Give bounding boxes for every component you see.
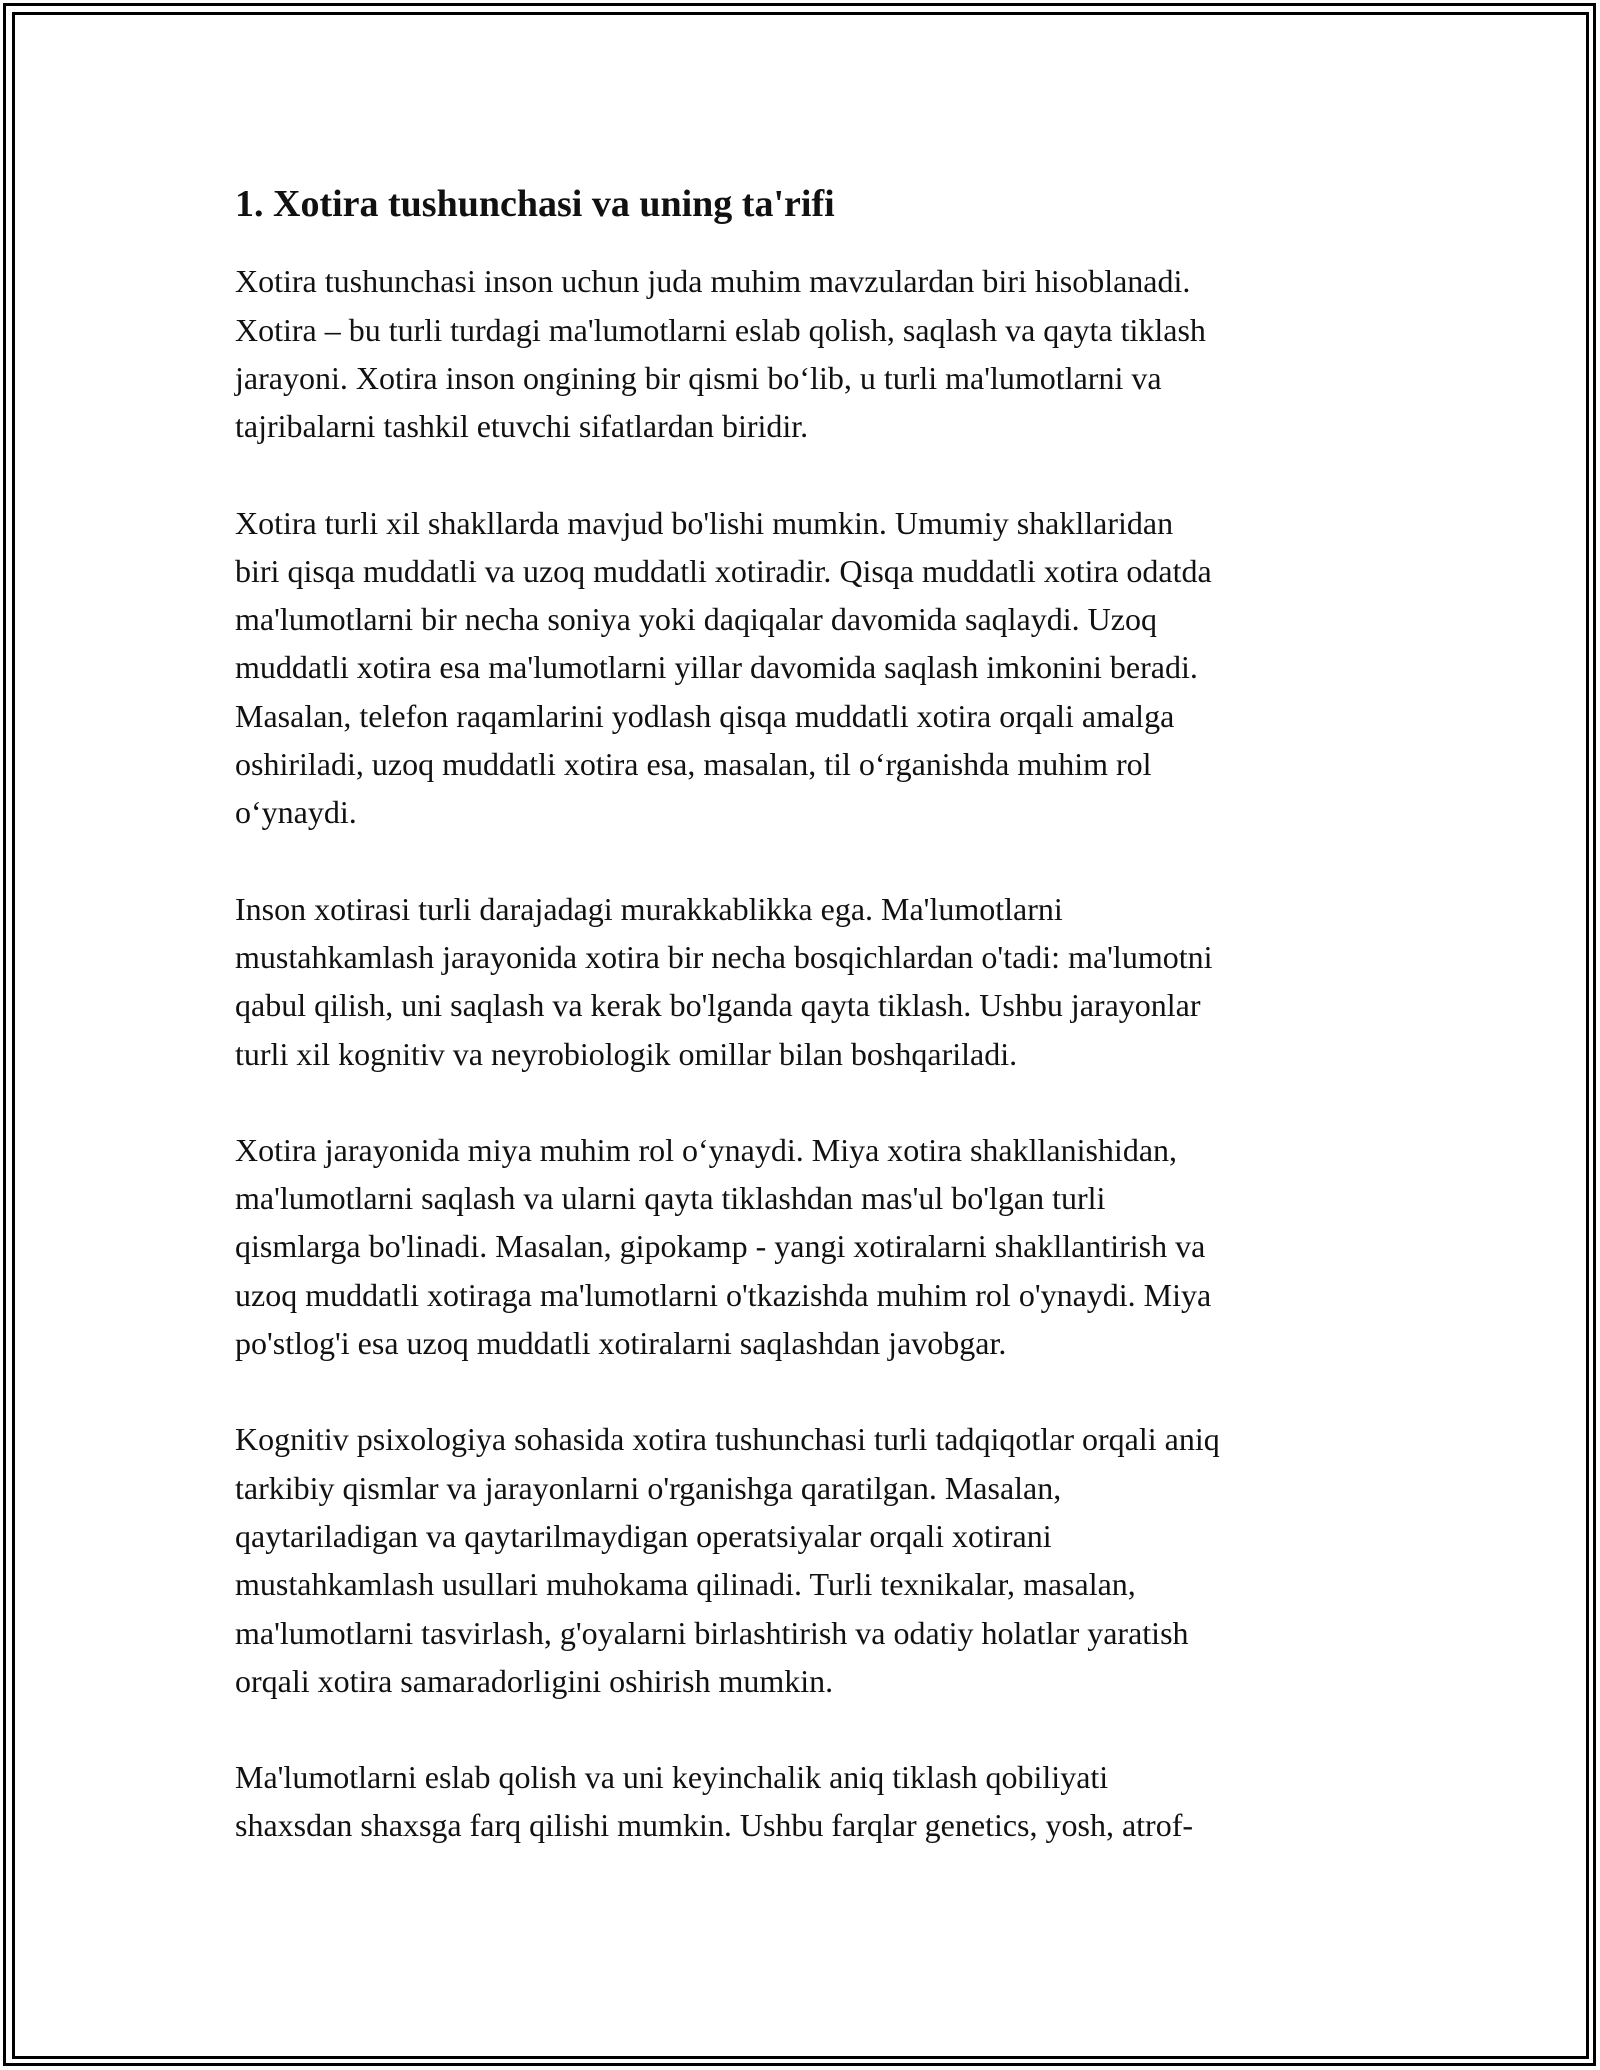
document-body	[235, 180, 1375, 1898]
paragraph-3: Inson xotirasi turli darajadagi murakkablikka ega. Ma'lumotlarni mustahkamlash jarayonida xotira bir necha bosqichlardan o'tadi: ma'lumotni qabul qilish, uni saqlash va kerak bo'lganda qayta tiklash. Ushbu jarayonlar turli xil kognitiv va neyrobiologik omillar bilan boshqariladi.	[235, 890, 1213, 1072]
paragraph-5: Kognitiv psixologiya sohasida xotira tushunchasi turli tadqiqotlar orqali aniq tarkibiy qismlar va jarayonlarni o'rganishga qaratilgan. Masalan, qaytariladigan va qaytarilmaydigan operatsiyalar orqali xotirani mustahkamlash usullari muhokama qilinadi. Turli texnikalar, masalan, ma'lumotlarni tasvirlash, g'oyalarni birlashtirish va odatiy holatlar yaratish orqali xotira samaradorligini oshirish mumkin.	[235, 1421, 1220, 1699]
paragraph-2: Xotira turli xil shakllarda mavjud bo'lishi mumkin. Umumiy shakllaridan biri qisqa muddatli va uzoq muddatli xotiradir. Qisqa muddatli xotira odatda ma'lumotlarni bir necha soniya yoki daqiqalar davomida saqlaydi. Uzoq muddatli xotira esa ma'lumotlarni yillar davomida saqlash imkonini beradi. Masalan, telefon raqamlarini yodlash qisqa muddatli xotira orqali amalga oshiriladi, uzoq muddatli xotira esa, masalan, til o‘rganishda muhim rol o‘ynaydi.	[235, 504, 1212, 831]
paragraph-6: Ma'lumotlarni eslab qolish va uni keyinchalik aniq tiklash qobiliyati shaxsdan shaxsga farq qilishi mumkin. Ushbu farqlar genetics, yosh, atrof-	[235, 1759, 1194, 1844]
paragraph-4: Xotira jarayonida miya muhim rol o‘ynaydi. Miya xotira shakllanishidan, ma'lumotlarni saqlash va ularni qayta tiklashdan mas'ul bo'lgan turli qismlarga bo'linadi. Masalan, gipokamp - yangi xotiralarni shakllantirish va uzoq muddatli xotiraga ma'lumotlarni o'tkazishda muhim rol o'ynaydi. Miya po'stlog'i esa uzoq muddatli xotiralarni saqlashdan javobgar.	[235, 1131, 1212, 1362]
paragraph-1: Xotira tushunchasi inson uchun juda muhim mavzulardan biri hisoblanadi. Xotira – bu turli turdagi ma'lumotlarni eslab qolish, saqlash va qayta tiklash jarayoni. Xotira inson ongining bir qismi bo‘lib, u turli ma'lumotlarni va tajribalarni tashkil etuvchi sifatlardan biridir.	[235, 263, 1206, 445]
section-heading: 1. Xotira tushunchasi va uning ta'rifi	[235, 183, 835, 225]
